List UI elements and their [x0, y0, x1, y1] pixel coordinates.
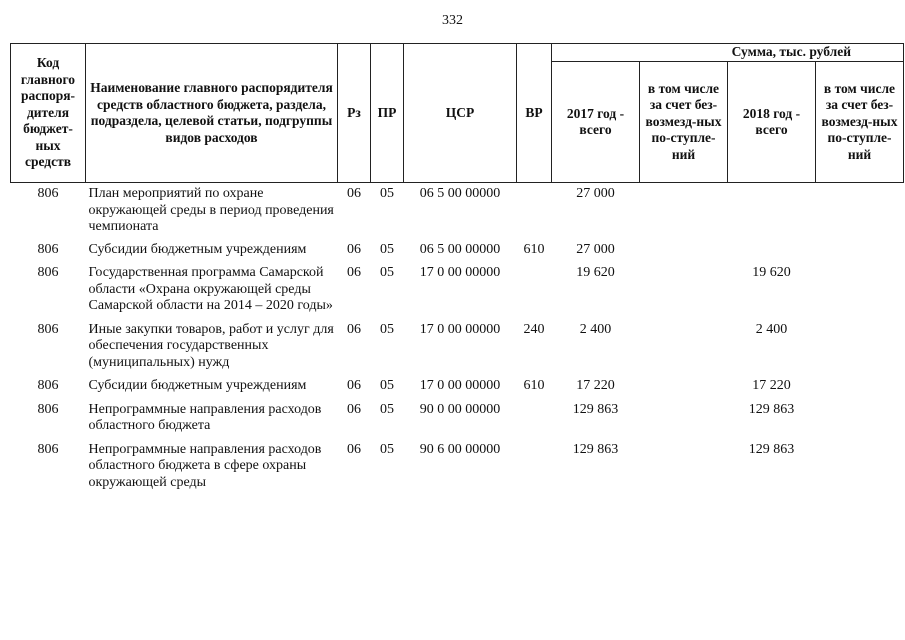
cell-sum-2018 [728, 183, 816, 242]
cell-sum-2018: 129 863 [748, 441, 795, 457]
header-sum-2018-free: в том числе за счет без-возмезд-ных по-ступле-ний [816, 62, 904, 183]
cell-name: Субсидии бюджетным учреждениям [88, 378, 307, 393]
cell-sum-2017-free [640, 183, 728, 242]
cell-pr: 05 [380, 321, 394, 337]
cell-pr: 05 [380, 186, 394, 201]
cell-pr: 05 [380, 378, 394, 393]
cell-sum-2017: 129 863 [572, 441, 619, 457]
header-name: Наименование главного распорядителя средств областного бюджета, раздела, подраздела, целевой статьи, подгруппы видов расходов [86, 44, 338, 183]
cell-sum-2018-free [816, 378, 904, 402]
cell-sum-2018-free [816, 322, 904, 379]
cell-sum-2017-free [640, 402, 728, 442]
table-row [11, 378, 904, 402]
cell-code: 806 [37, 441, 59, 457]
cell-sum-2017-free [640, 442, 728, 499]
cell-vr: 240 [523, 321, 545, 337]
cell-sum-2017-free [640, 378, 728, 402]
cell-name: Субсидии бюджетным учреждениям [88, 241, 307, 257]
cell-sum-2017: 2 400 [579, 321, 612, 337]
table-row [11, 402, 904, 442]
cell-rz: 06 [347, 378, 361, 393]
cell-csr: 17 0 00 00000 [419, 321, 501, 337]
header-vr: ВР [517, 44, 552, 183]
cell-csr: 17 0 00 00000 [419, 265, 501, 280]
cell-sum-2018-free [816, 402, 904, 442]
cell-vr [517, 402, 552, 442]
cell-csr: 90 0 00 00000 [419, 401, 501, 417]
header-sum-2017-free: в том числе за счет без-возмезд-ных по-ступле-ний [640, 62, 728, 183]
cell-name: Государственная программа Самарской области «Охрана окружающей среды Самарской области на 2014 – 2020 годы» [88, 265, 333, 313]
header-rz: Рз [338, 44, 371, 183]
cell-sum-2017: 27 000 [576, 241, 615, 257]
cell-code: 806 [37, 401, 59, 417]
cell-sum-2018-free [816, 183, 904, 242]
cell-sum-2017-free [640, 265, 728, 322]
cell-vr [517, 265, 552, 322]
cell-sum-2017: 27 000 [576, 186, 615, 201]
cell-code: 806 [37, 241, 59, 257]
cell-pr: 05 [380, 441, 394, 457]
cell-sum-2018: 129 863 [748, 401, 795, 417]
cell-sum-2018 [728, 242, 816, 266]
cell-sum-2018: 19 620 [752, 265, 791, 280]
cell-csr: 17 0 00 00000 [419, 378, 501, 393]
cell-sum-2018: 17 220 [752, 378, 791, 393]
page-number: 332 [442, 13, 463, 28]
cell-code: 806 [37, 321, 59, 337]
cell-pr: 05 [380, 241, 394, 257]
table-row [11, 442, 904, 499]
cell-name: Непрограммные направления расходов областного бюджета [88, 401, 322, 433]
cell-rz: 06 [347, 401, 361, 417]
cell-code: 806 [37, 186, 59, 201]
cell-code: 806 [37, 265, 59, 280]
cell-sum-2017: 17 220 [576, 378, 615, 393]
header-pr: ПР [371, 44, 404, 183]
header-sum-2018: 2018 год - всего [728, 62, 816, 183]
budget-table [10, 43, 904, 498]
cell-rz: 06 [347, 265, 361, 280]
table-row [11, 265, 904, 322]
cell-rz: 06 [347, 186, 361, 201]
cell-csr: 90 6 00 00000 [419, 441, 501, 457]
cell-rz: 06 [347, 441, 361, 457]
cell-rz: 06 [347, 241, 361, 257]
cell-csr: 06 5 00 00000 [419, 186, 501, 201]
cell-name: Непрограммные направления расходов областного бюджета в сфере охраны окружающей среды [88, 441, 322, 490]
table-row [11, 322, 904, 379]
cell-csr: 06 5 00 00000 [419, 241, 501, 257]
cell-pr: 05 [380, 265, 394, 280]
cell-sum-2017: 129 863 [572, 401, 619, 417]
cell-rz: 06 [347, 321, 361, 337]
cell-sum-2018-free [816, 265, 904, 322]
cell-sum-2018-free [816, 242, 904, 266]
table-body [11, 183, 904, 499]
cell-vr [517, 442, 552, 499]
cell-name: Иные закупки товаров, работ и услуг для обеспечения государственных (муниципальных) нужд [88, 321, 334, 370]
cell-sum-2017: 19 620 [576, 265, 615, 280]
header-code: Код главного распоря-дителя бюджет-ных средств [11, 44, 86, 183]
cell-sum-2018-free [816, 442, 904, 499]
table-header [11, 44, 904, 183]
table-row [11, 242, 904, 266]
table-row [11, 183, 904, 242]
header-sum-2017: 2017 год - всего [552, 62, 640, 183]
header-sum-group: Сумма, тыс. рублей [552, 44, 904, 62]
cell-name: План мероприятий по охране окружающей среды в период проведения чемпионата [88, 186, 334, 234]
cell-vr: 610 [523, 378, 545, 393]
header-csr: ЦСР [404, 44, 517, 183]
cell-pr: 05 [380, 401, 394, 417]
cell-vr [517, 183, 552, 242]
cell-sum-2017-free [640, 322, 728, 379]
cell-vr: 610 [523, 241, 545, 257]
cell-code: 806 [37, 378, 59, 393]
cell-sum-2018: 2 400 [755, 321, 788, 337]
cell-sum-2017-free [640, 242, 728, 266]
